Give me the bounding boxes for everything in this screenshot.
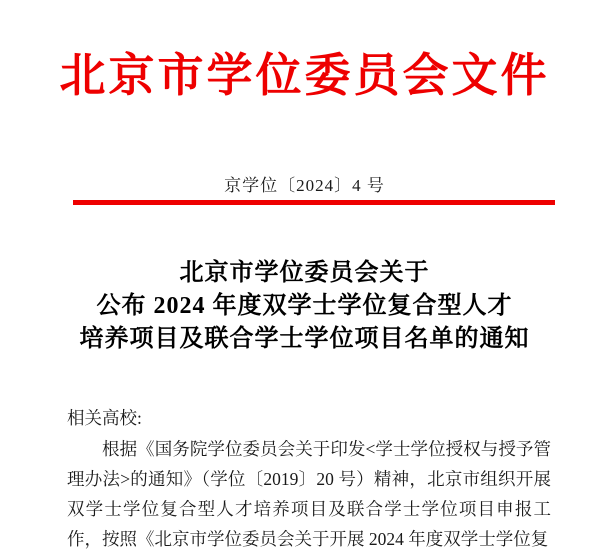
red-separator-line xyxy=(73,200,555,205)
notice-title-line-2: 公布 2024 年度双学士学位复合型人才 xyxy=(96,293,513,319)
document-number: 京学位〔2024〕4 号 xyxy=(224,176,385,195)
salutation: 相关高校: xyxy=(67,408,142,428)
body-paragraph: 根据《国务院学位委员会关于印发<学士学位授权与授予管理办法>的通知》（学位〔2019〕20 号）精神，北京市组织开展双学士学位复合型人才培养项目及联合学士学位项目申报工作，按照《北京市学位委员会关于开展 2024 年度双学士学位复 xyxy=(67,439,551,549)
notice-title-line-1: 北京市学位委员会关于 xyxy=(179,260,430,286)
notice-title xyxy=(0,257,609,356)
document-body xyxy=(67,404,551,552)
document-masthead: 北京市学位委员会文件 xyxy=(59,50,550,101)
notice-title-line-3: 培养项目及联合学士学位项目名单的通知 xyxy=(79,326,530,352)
